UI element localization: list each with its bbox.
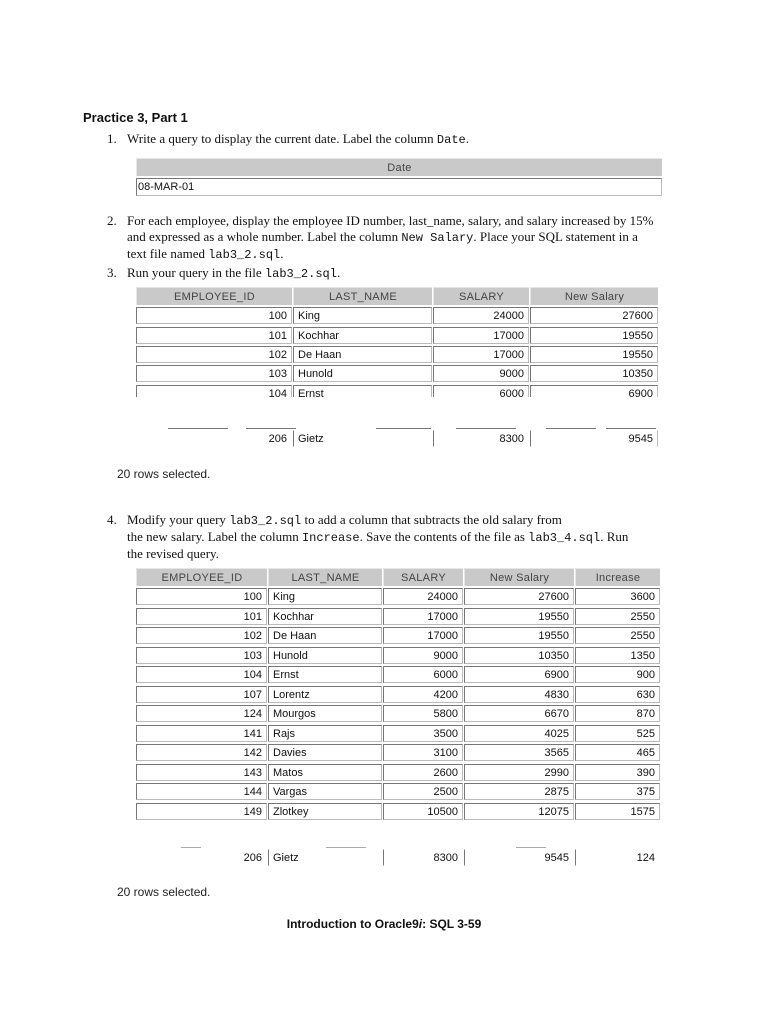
table-cell: 390: [575, 764, 660, 781]
table-cell: 124: [136, 705, 267, 722]
torn-edge: [376, 428, 431, 429]
table-cell: 6900: [464, 666, 574, 683]
table-cell: 2500: [383, 783, 463, 800]
table-cell: 375: [575, 783, 660, 800]
table3-col-employee-id: EMPLOYEE_ID: [136, 287, 292, 305]
table-cell: 102: [136, 627, 267, 644]
table3-col-last-name: LAST_NAME: [293, 287, 432, 305]
practice-heading: Practice 3, Part 1: [83, 110, 188, 125]
table-cell: 149: [136, 803, 267, 820]
table-cell: 2550: [575, 608, 660, 625]
table-cell: 6670: [464, 705, 574, 722]
torn-edge: [246, 428, 296, 429]
table-cell: 3565: [464, 744, 574, 761]
table-cell: Hunold: [268, 647, 382, 664]
question-2-number: 2.: [107, 213, 117, 228]
table-cell: 900: [575, 666, 660, 683]
table-cell: Ernst: [268, 666, 382, 683]
table-row-cut: 104 Ernst 6000 6900: [136, 385, 664, 397]
table-cell: Rajs: [268, 725, 382, 742]
question-3: [107, 265, 707, 281]
table4-col-last-name: LAST_NAME: [268, 568, 382, 586]
question-1-number: 1.: [107, 131, 117, 146]
table-cell: 4025: [464, 725, 574, 742]
table-cell: 19550: [464, 608, 574, 625]
table-cell: 12075: [464, 803, 574, 820]
increase-result-table: EMPLOYEE_ID LAST_NAME SALARY New Salary Increase 100 King 24000 27600 3600 101 Kochhar 17000 19550 2550 102 De Haan 17000 19550 2550 103 Hunold 9000 10350 1350 104 Ernst 6000 6900 900 107 Lorentz 4200 4830 630 124 Mourgos 5800 6670 870 141 Rajs 3500 4025 525 142 Davies 3100 3565 465 143 Matos 2600 2990 390 144 Vargas 2500 2875 375 149 Zlotkey 10500 12075 1575 206 Gietz 8300 9545 124: [136, 568, 662, 868]
table-cell: De Haan: [268, 627, 382, 644]
table-cell: 19550: [464, 627, 574, 644]
date-column-header: Date: [136, 158, 662, 176]
table-cell: 870: [575, 705, 660, 722]
table-cell: 1350: [575, 647, 660, 664]
table4-col-increase: Increase: [575, 568, 660, 586]
table-cell: 3600: [575, 588, 660, 605]
table-cell: 2875: [464, 783, 574, 800]
table-cell: Matos: [268, 764, 382, 781]
table3-col-salary: SALARY: [433, 287, 529, 305]
table-cell: 3100: [383, 744, 463, 761]
table-cell: 1575: [575, 803, 660, 820]
table-cell: 103: [136, 647, 267, 664]
question-1-text: Write a query to display the current date. Label the column Date.: [127, 131, 469, 147]
table-cell: 104: [136, 666, 267, 683]
question-1: [107, 131, 707, 147]
table-cell: 4830: [464, 686, 574, 703]
table-cell: Lorentz: [268, 686, 382, 703]
table-cell: 9000: [383, 647, 463, 664]
table-cell: 17000: [383, 608, 463, 625]
table-cell: Vargas: [268, 783, 382, 800]
torn-edge: [546, 428, 596, 429]
table-cell: Zlotkey: [268, 803, 382, 820]
question-2: [107, 213, 707, 263]
torn-edge: [326, 847, 366, 848]
table-cell: 10500: [383, 803, 463, 820]
torn-edge: [181, 847, 201, 848]
table-cell: 3500: [383, 725, 463, 742]
table-cell: 27600: [464, 588, 574, 605]
table4-col-new-salary: New Salary: [464, 568, 574, 586]
page-footer: Introduction to Oracle9i: SQL 3-59: [286, 917, 482, 931]
table-cell: 107: [136, 686, 267, 703]
question-2-text: For each employee, display the employee ID number, last_name, salary, and salary increased by 15% and expressed as a whole number. Label the column New Salary. Place your SQL statement in a text file named lab3_2.sql.: [127, 213, 654, 262]
question-4-number: 4.: [107, 512, 117, 527]
table-cell: 143: [136, 764, 267, 781]
question-3-text: Run your query in the file lab3_2.sql.: [127, 265, 341, 281]
table-cell: Kochhar: [268, 608, 382, 625]
table4-header: [136, 568, 662, 586]
torn-edge: [516, 847, 546, 848]
table-cell: 525: [575, 725, 660, 742]
torn-edge: [606, 428, 656, 429]
table-cell: 630: [575, 686, 660, 703]
torn-edge: [456, 428, 516, 429]
table-cell: 2600: [383, 764, 463, 781]
new-salary-result-table: EMPLOYEE_ID LAST_NAME SALARY New Salary 100 King 24000 27600 101 Kochhar 17000 19550 102 De Haan 17000 19550 103 Hunold 9000 10350 104 Ernst 6000 6900 206 Gietz 8300 9545: [136, 287, 664, 447]
table3-col-new-salary: New Salary: [530, 287, 658, 305]
question-3-number: 3.: [107, 265, 117, 280]
table4-col-salary: SALARY: [383, 568, 463, 586]
table3-header: [136, 287, 664, 305]
question-4: [107, 512, 707, 562]
table-cell: 101: [136, 608, 267, 625]
table-cell: 141: [136, 725, 267, 742]
table-cell: 2990: [464, 764, 574, 781]
table4-col-employee-id: EMPLOYEE_ID: [136, 568, 267, 586]
torn-edge: [168, 428, 228, 429]
question-4-text: Modify your query lab3_2.sql to add a column that subtracts the old salary from the new salary. Label the column Increase. Save the contents of the file as lab3_4.sql. Run the revised query.: [127, 512, 629, 561]
table-cell: 142: [136, 744, 267, 761]
rows-selected-text: 20 rows selected.: [117, 467, 211, 481]
table-cell: 24000: [383, 588, 463, 605]
date-result-table: [136, 158, 662, 200]
table-cell: 2550: [575, 627, 660, 644]
table-cell: 465: [575, 744, 660, 761]
table-cell: Davies: [268, 744, 382, 761]
table-cell: 144: [136, 783, 267, 800]
table-cell: 17000: [383, 627, 463, 644]
table-cell: Mourgos: [268, 705, 382, 722]
table-cell: 100: [136, 588, 267, 605]
table-cell: 4200: [383, 686, 463, 703]
table-cell: 10350: [464, 647, 574, 664]
table-cell: King: [268, 588, 382, 605]
table-cell: 5800: [383, 705, 463, 722]
rows-selected-text: 20 rows selected.: [117, 885, 211, 899]
table-cell: 6000: [383, 666, 463, 683]
date-value-cell: 08-MAR-01: [136, 178, 662, 196]
